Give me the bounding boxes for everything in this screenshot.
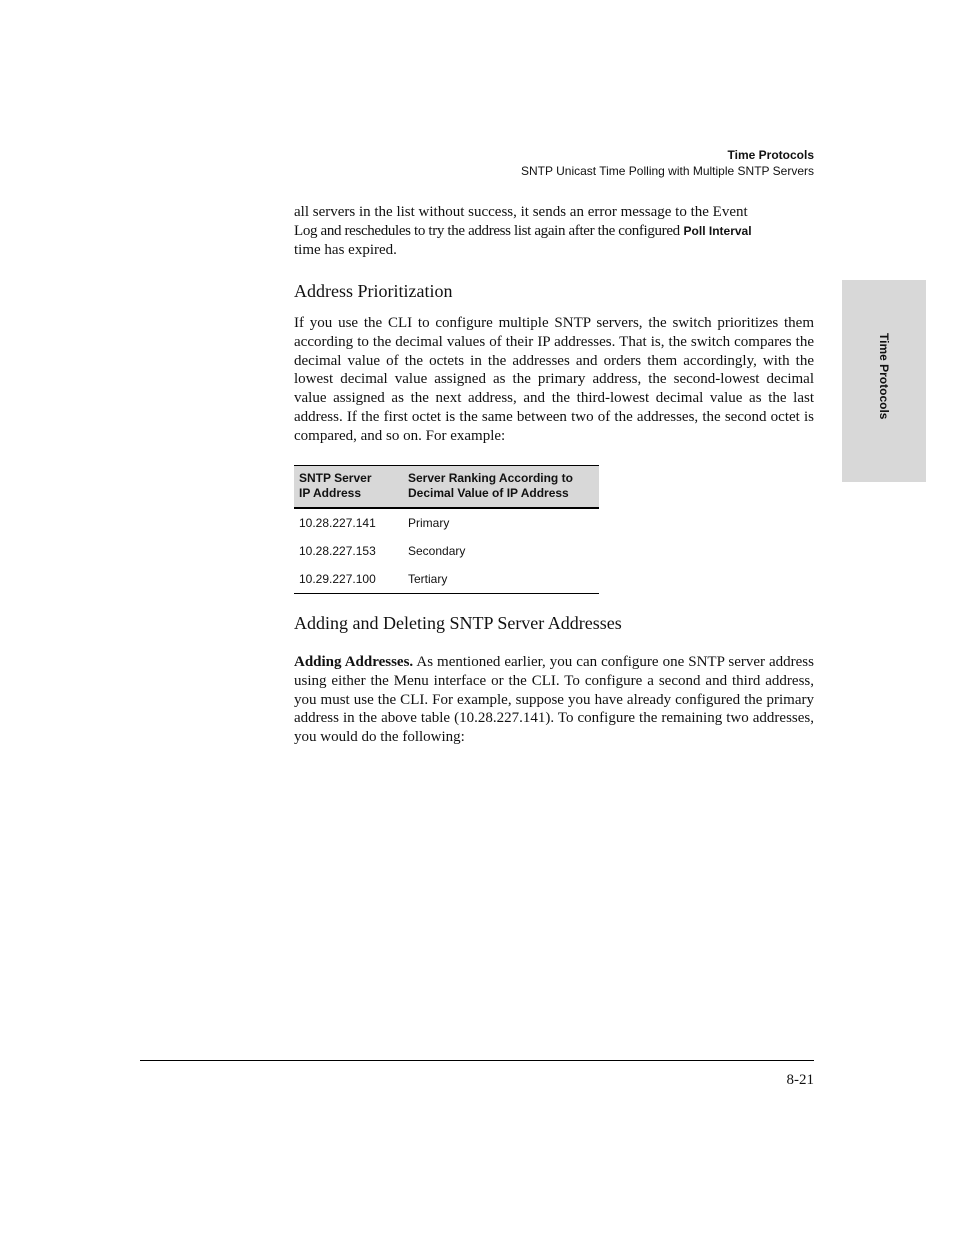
intro-line-1: all servers in the list without success, it sends an error message to the Event	[294, 204, 748, 220]
page-number: 8-21	[786, 1072, 814, 1088]
adding-addresses-paragraph	[294, 653, 814, 747]
table-header-ranking	[403, 466, 599, 509]
table-row	[294, 537, 599, 565]
table-row	[294, 565, 599, 594]
table-cell-rank: Tertiary	[403, 565, 599, 594]
poll-interval-term: Poll Interval	[683, 223, 752, 238]
table-row	[294, 508, 599, 537]
intro-paragraph	[294, 203, 814, 259]
address-prioritization-body: If you use the CLI to configure multiple SNTP servers, the switch prioritizes them according to the decimal values of their IP addresses. That is, the switch compares the decimal value of the octets in the addresses and orders them accordingly, with the lowest decimal value assigned as the primary address, the second-lowest decimal value assigned as the next address, and the third-lowest decimal value as the last address. If the first octet is the same between two of the addresses, the second octet is compared, and so on. For example:	[294, 315, 814, 444]
ip-ranking-table	[294, 465, 599, 594]
table-header-ip-line1: SNTP Server	[299, 471, 372, 485]
intro-line-2: Log and reschedules to try the address list again after the configured	[294, 222, 680, 239]
adding-deleting-heading: Adding and Deleting SNTP Server Addresses	[294, 613, 622, 633]
running-head	[521, 147, 814, 179]
adding-addresses-run-in: Adding Addresses.	[294, 654, 414, 670]
table-header-row	[294, 466, 599, 509]
table-header-ip-line2: IP Address	[299, 486, 362, 500]
intro-line-3: time has expired.	[294, 241, 397, 258]
chapter-side-tab	[842, 280, 926, 482]
table-header-ranking-line2: Decimal Value of IP Address	[408, 486, 569, 500]
running-head-section: SNTP Unicast Time Polling with Multiple SNTP Servers	[521, 164, 814, 178]
table-header-ip	[294, 466, 403, 509]
table-cell-ip: 10.28.227.141	[299, 515, 376, 530]
running-head-chapter: Time Protocols	[727, 148, 814, 162]
address-prioritization-heading: Address Prioritization	[294, 281, 453, 301]
footer-rule	[140, 1060, 814, 1061]
address-prioritization-paragraph	[294, 314, 814, 446]
table-cell-rank: Secondary	[408, 543, 466, 558]
table-cell-ip: 10.29.227.100	[294, 565, 403, 594]
table-header-ranking-line1: Server Ranking According to	[408, 471, 573, 485]
table-cell-ip: 10.28.227.153	[299, 543, 376, 558]
adding-addresses-body: As mentioned earlier, you can configure one SNTP server address using either the Menu interface or the CLI. To configure a second and third address, you must use the CLI. For example, suppose you have already configured the primary address in the above table (10.28.227.141). To configure the remaining two addresses, you would do the following:	[294, 654, 814, 746]
chapter-side-tab-label: Time Protocols	[877, 333, 891, 420]
table-cell-rank: Primary	[408, 515, 450, 530]
